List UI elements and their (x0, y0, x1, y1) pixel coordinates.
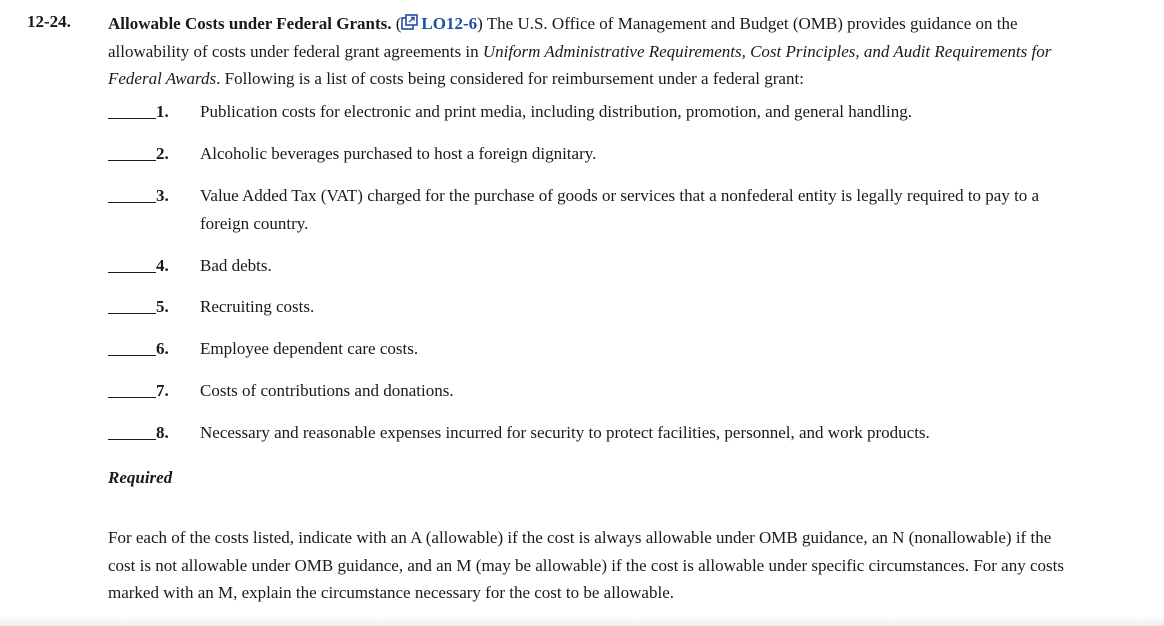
answer-blank-5[interactable] (108, 293, 156, 314)
problem-title: Allowable Costs under Federal Grants. (108, 14, 392, 33)
open-paren: ( (391, 14, 402, 33)
cost-item-3 (108, 182, 1068, 238)
external-link-icon (401, 14, 419, 30)
item-number: 7. (156, 381, 169, 400)
cost-item-7 (108, 377, 1068, 405)
problem-number: 12-24. (27, 12, 71, 31)
answer-blank-4[interactable] (108, 252, 156, 273)
intro-text-2: . Following is a list of costs being considered for reimbursement under a federal grant: (216, 69, 804, 88)
cost-item-2 (108, 140, 1068, 168)
problem-intro (108, 10, 1088, 93)
learning-objective-label: LO12-6 (421, 14, 478, 33)
close-paren: ) (477, 14, 483, 33)
bottom-edge-shade (0, 616, 1164, 626)
cost-item-4 (108, 252, 1068, 280)
item-number: 6. (156, 339, 169, 358)
item-text: Recruiting costs. (200, 297, 315, 316)
answer-blank-6[interactable] (108, 335, 156, 356)
answer-blank-8[interactable] (108, 419, 156, 440)
item-number: 1. (156, 102, 169, 121)
item-text: Publication costs for electronic and print media, including distribution, promotion, and general handling. (200, 102, 912, 121)
answer-blank-7[interactable] (108, 377, 156, 398)
required-heading: Required (108, 468, 173, 487)
answer-blank-3[interactable] (108, 182, 156, 203)
item-number: 2. (156, 144, 169, 163)
required-instructions: For each of the costs listed, indicate with an A (allowable) if the cost is always allowable under OMB guidance, an N (nonallowable) if the cost is not allowable under OMB guidance, and an M (may be allowable) if the cost is allowable under specific circumstances. For any costs marked with an M, explain the circumstance necessary for the cost to be allowable. (108, 528, 1064, 602)
learning-objective-link[interactable] (401, 14, 477, 33)
cost-item-8 (108, 419, 1068, 447)
item-number: 8. (156, 423, 169, 442)
item-text: Alcoholic beverages purchased to host a foreign dignitary. (200, 144, 597, 163)
intro-publication-title: Uniform Administrative Requirements, Cost Principles, and Audit Requirements for Federal Awards (108, 41, 1052, 88)
item-text: Necessary and reasonable expenses incurred for security to protect facilities, personnel, and work products. (200, 423, 930, 442)
item-number: 5. (156, 297, 169, 316)
cost-item-1 (108, 98, 1068, 126)
cost-item-5 (108, 293, 1068, 321)
intro-text-1: The U.S. Office of Management and Budget (OMB) provides guidance on the allowability of costs under federal grant agreements in (108, 14, 1018, 61)
item-text: Bad debts. (200, 256, 272, 275)
item-text: Value Added Tax (VAT) charged for the purchase of goods or services that a nonfederal entity is legally required to pay to a foreign country. (200, 186, 1040, 233)
item-text: Employee dependent care costs. (200, 339, 419, 358)
item-number: 4. (156, 256, 169, 275)
item-text: Costs of contributions and donations. (200, 381, 454, 400)
cost-item-6 (108, 335, 1068, 363)
item-number: 3. (156, 186, 169, 205)
answer-blank-2[interactable] (108, 140, 156, 161)
answer-blank-1[interactable] (108, 98, 156, 119)
